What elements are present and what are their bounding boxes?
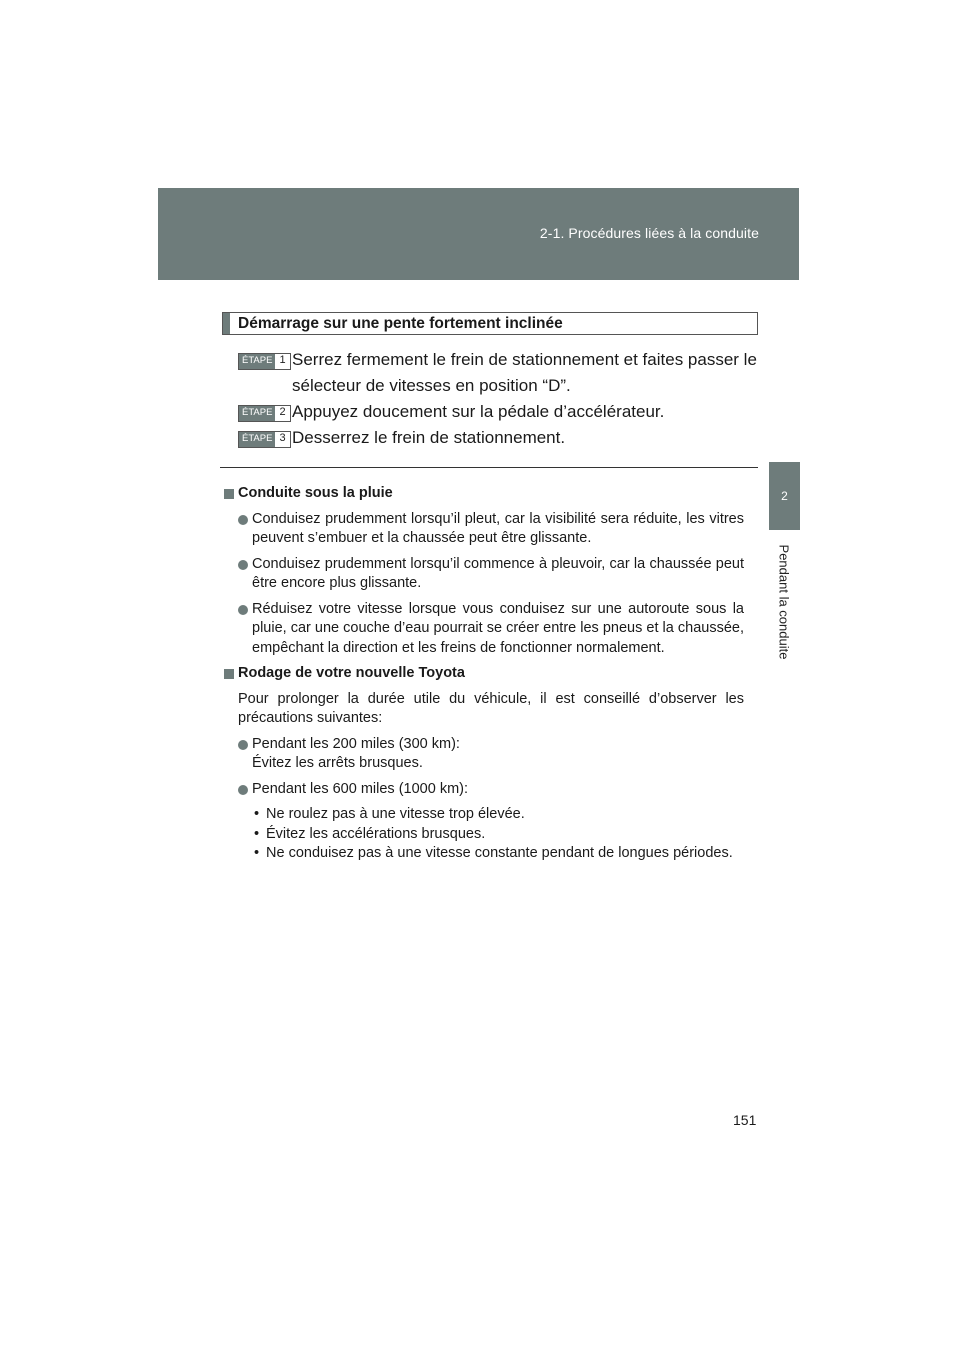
chapter-title: 2-1. Procédures liées à la conduite <box>539 225 759 241</box>
step-text: Serrez fermement le frein de stationnement et faites passer le sélecteur de vitesses en position “D”. <box>292 350 757 395</box>
circle-bullet-icon <box>238 740 248 750</box>
step-2 <box>238 399 762 425</box>
sub-item: • Ne conduisez pas à une vitesse constante pendant de longues périodes. <box>224 844 744 864</box>
sub-bullet-mark: • <box>254 806 260 822</box>
note-heading-breakin: Rodage de votre nouvelle Toyota <box>224 664 744 684</box>
bullet-item: Conduisez prudemment lorsqu’il pleut, car la visibilité sera réduite, les vitres peuvent s’embuer et la chaussée peut être glissante. <box>224 510 744 549</box>
circle-bullet-icon <box>238 605 248 615</box>
bullet-item: Réduisez votre vitesse lorsque vous conduisez sur une autoroute sous la pluie, car une couche d’eau pourrait se créer entre les pneus et la chaussée, empêchant la direction et les freins de fonctionner normalement. <box>224 600 744 659</box>
breakin-intro: Pour prolonger la durée utile du véhicule, il est conseillé d’observer les précautions suivantes: <box>238 690 744 726</box>
step-badge: ÉTAPE 2 <box>238 405 291 422</box>
circle-bullet-icon <box>238 560 248 570</box>
sub-item: • Évitez les accélérations brusques. <box>224 825 744 845</box>
chapter-tab <box>769 462 800 530</box>
sub-bullet-mark: • <box>254 845 260 861</box>
step-badge: ÉTAPE 3 <box>238 431 291 448</box>
step-list <box>238 347 762 451</box>
bullet-item: Pendant les 200 miles (300 km): Évitez les arrêts brusques. <box>224 735 744 774</box>
bullet-item: Pendant les 600 miles (1000 km): <box>224 780 744 800</box>
bullet-item: Conduisez prudemment lorsqu’il commence à pleuvoir, car la chaussée peut être encore plus glissante. <box>224 555 744 594</box>
step-text: Desserrez le frein de stationnement. <box>292 428 566 447</box>
section-heading <box>222 312 758 335</box>
section-divider <box>220 467 758 468</box>
circle-bullet-icon <box>238 785 248 795</box>
page-number: 151 <box>733 1112 757 1128</box>
step-3 <box>238 425 762 451</box>
chapter-number: 2 <box>781 489 788 503</box>
section-heading-bar <box>223 313 230 334</box>
circle-bullet-icon <box>238 515 248 525</box>
notes <box>224 484 744 864</box>
step-1 <box>238 347 762 399</box>
square-bullet-icon <box>224 489 234 499</box>
step-badge: ÉTAPE 1 <box>238 353 291 370</box>
chapter-side-label: Pendant la conduite <box>776 544 792 660</box>
header-band <box>158 188 799 280</box>
note-heading-rain: Conduite sous la pluie <box>224 484 744 504</box>
square-bullet-icon <box>224 669 234 679</box>
sub-bullet-mark: • <box>254 825 260 842</box>
sub-item: • Ne roulez pas à une vitesse trop élevée. <box>224 805 744 825</box>
section-title: Démarrage sur une pente fortement inclinée <box>238 314 563 332</box>
step-text: Appuyez doucement sur la pédale d’accélérateur. <box>292 402 665 421</box>
